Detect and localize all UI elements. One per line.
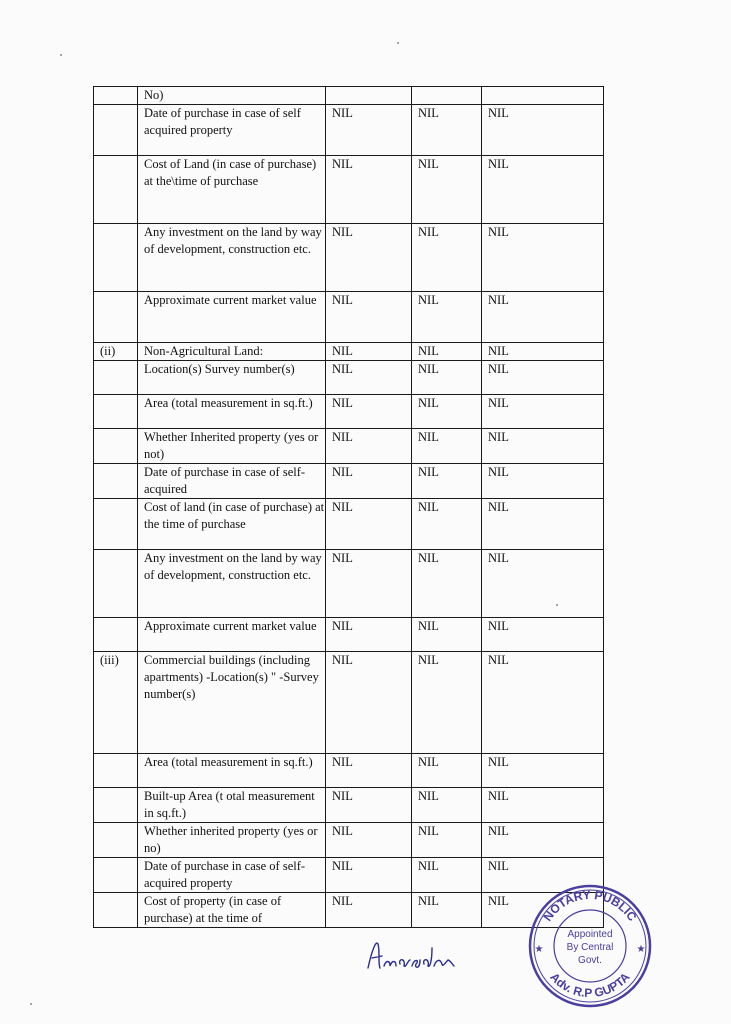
row-marker	[94, 893, 138, 928]
row-value-2: NIL	[412, 858, 482, 893]
svg-text:NOTARY PUBLIC	[540, 888, 639, 924]
row-label: Cost of property (in case of purchase) at the time of	[138, 893, 326, 928]
row-value-2: NIL	[412, 823, 482, 858]
row-value-1: NIL	[326, 292, 412, 343]
row-value-3: NIL	[482, 652, 604, 754]
row-label: Area (total measurement in sq.ft.)	[138, 754, 326, 788]
row-value-1: NIL	[326, 395, 412, 429]
row-label: Whether Inherited property (yes or not)	[138, 429, 326, 464]
table-row	[94, 105, 604, 156]
row-marker	[94, 87, 138, 105]
row-label: Approximate current market value	[138, 292, 326, 343]
row-value-2: NIL	[412, 499, 482, 550]
scan-speck	[30, 1003, 32, 1005]
property-details-table	[93, 86, 604, 928]
row-value-3: NIL	[482, 156, 604, 224]
stamp-center-line-3: Govt.	[578, 955, 602, 966]
row-value-1: NIL	[326, 464, 412, 499]
row-label: Cost of Land (in case of purchase) at the\time of purchase	[138, 156, 326, 224]
svg-text:Adv. R.P GUPTA	[547, 970, 633, 1000]
row-value-2: NIL	[412, 893, 482, 928]
row-marker	[94, 224, 138, 292]
row-label: Date of purchase in case of self-acquired property	[138, 858, 326, 893]
row-value-2: NIL	[412, 788, 482, 823]
row-value-2: NIL	[412, 550, 482, 618]
row-label: Date of purchase in case of self-acquired	[138, 464, 326, 499]
row-value-3: NIL	[482, 618, 604, 652]
row-marker	[94, 858, 138, 893]
stamp-bottom-text: Adv. R.P GUPTA	[547, 969, 633, 1001]
row-value-2	[412, 87, 482, 105]
row-value-3: NIL	[482, 823, 604, 858]
row-value-1: NIL	[326, 499, 412, 550]
row-value-3: NIL	[482, 361, 604, 395]
table-row	[94, 156, 604, 224]
stamp-top-text: NOTARY PUBLIC	[540, 887, 640, 924]
row-value-2: NIL	[412, 429, 482, 464]
row-value-2: NIL	[412, 464, 482, 499]
table-body	[94, 87, 604, 928]
table-row	[94, 618, 604, 652]
row-marker	[94, 788, 138, 823]
row-value-2: NIL	[412, 343, 482, 361]
row-value-1: NIL	[326, 343, 412, 361]
row-value-1: NIL	[326, 893, 412, 928]
row-value-2: NIL	[412, 105, 482, 156]
stamp-center-line-1: Appointed	[567, 929, 613, 940]
row-marker	[94, 618, 138, 652]
row-marker	[94, 361, 138, 395]
stamp-star-left: ★	[534, 944, 544, 955]
table-row	[94, 87, 604, 105]
table-row	[94, 499, 604, 550]
row-label: Built-up Area (t otal measurement in sq.ft.)	[138, 788, 326, 823]
row-marker	[94, 550, 138, 618]
table-row	[94, 464, 604, 499]
row-marker	[94, 156, 138, 224]
row-value-3: NIL	[482, 224, 604, 292]
row-label: Any investment on the land by way of development, construction etc.	[138, 550, 326, 618]
row-label: Cost of land (in case of purchase) at the time of purchase	[138, 499, 326, 550]
table-row	[94, 788, 604, 823]
row-value-3: NIL	[482, 893, 604, 928]
row-value-3: NIL	[482, 429, 604, 464]
row-label: Location(s) Survey number(s)	[138, 361, 326, 395]
table-row	[94, 823, 604, 858]
row-value-3: NIL	[482, 858, 604, 893]
table-row	[94, 224, 604, 292]
table-row	[94, 754, 604, 788]
row-label: Whether inherited property (yes or no)	[138, 823, 326, 858]
table-row	[94, 395, 604, 429]
row-value-3: NIL	[482, 499, 604, 550]
row-label: Date of purchase in case of self acquired property	[138, 105, 326, 156]
table-row	[94, 429, 604, 464]
stamp-star-right: ★	[636, 944, 646, 955]
scan-speck	[556, 604, 558, 606]
row-marker	[94, 823, 138, 858]
notary-stamp	[525, 882, 655, 1010]
row-label: Any investment on the land by way of development, construction etc.	[138, 224, 326, 292]
table-row	[94, 652, 604, 754]
row-value-3: NIL	[482, 464, 604, 499]
row-value-1: NIL	[326, 823, 412, 858]
row-value-1: NIL	[326, 429, 412, 464]
row-marker	[94, 464, 138, 499]
row-label: Approximate current market value	[138, 618, 326, 652]
row-value-1: NIL	[326, 361, 412, 395]
row-value-2: NIL	[412, 292, 482, 343]
table-row	[94, 292, 604, 343]
row-value-2: NIL	[412, 652, 482, 754]
table-row	[94, 361, 604, 395]
row-value-1: NIL	[326, 858, 412, 893]
row-label: No)	[138, 87, 326, 105]
scan-speck	[60, 54, 62, 56]
row-marker	[94, 499, 138, 550]
row-value-3: NIL	[482, 105, 604, 156]
row-value-1: NIL	[326, 618, 412, 652]
row-value-3: NIL	[482, 754, 604, 788]
row-value-3: NIL	[482, 395, 604, 429]
row-label: Area (total measurement in sq.ft.)	[138, 395, 326, 429]
row-value-1: NIL	[326, 550, 412, 618]
row-marker	[94, 395, 138, 429]
row-value-1: NIL	[326, 788, 412, 823]
row-marker	[94, 292, 138, 343]
row-value-2: NIL	[412, 618, 482, 652]
row-marker	[94, 105, 138, 156]
row-label: Commercial buildings (including apartments) -Location(s) " -Survey number(s)	[138, 652, 326, 754]
row-value-1	[326, 87, 412, 105]
row-value-1: NIL	[326, 754, 412, 788]
row-marker: (ii)	[94, 343, 138, 361]
table-row	[94, 343, 604, 361]
row-value-3: NIL	[482, 788, 604, 823]
row-value-2: NIL	[412, 395, 482, 429]
scan-speck	[397, 42, 399, 44]
row-value-1: NIL	[326, 105, 412, 156]
row-value-2: NIL	[412, 156, 482, 224]
handwritten-signature	[362, 930, 472, 980]
row-marker	[94, 754, 138, 788]
table-row	[94, 550, 604, 618]
row-value-2: NIL	[412, 754, 482, 788]
row-marker: (iii)	[94, 652, 138, 754]
row-marker	[94, 429, 138, 464]
row-label: Non-Agricultural Land:	[138, 343, 326, 361]
row-value-1: NIL	[326, 224, 412, 292]
row-value-3: NIL	[482, 343, 604, 361]
row-value-2: NIL	[412, 361, 482, 395]
row-value-3: NIL	[482, 550, 604, 618]
row-value-1: NIL	[326, 652, 412, 754]
row-value-1: NIL	[326, 156, 412, 224]
row-value-3	[482, 87, 604, 105]
stamp-center-line-2: By Central	[566, 942, 614, 953]
row-value-3: NIL	[482, 292, 604, 343]
row-value-2: NIL	[412, 224, 482, 292]
